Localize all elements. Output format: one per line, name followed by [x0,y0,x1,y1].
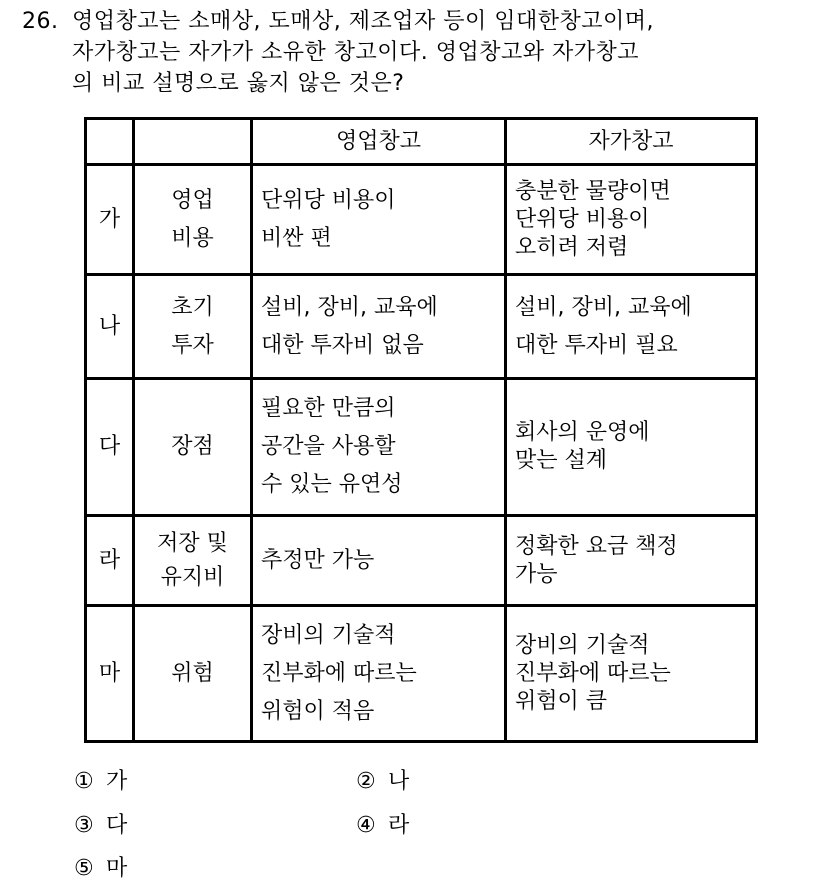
cell-line: 비싼 편 [261,225,332,251]
category-line: 저장 및 [157,530,228,556]
row-label: 나 [86,275,134,379]
category-line: 투자 [171,332,214,358]
private-cell [506,379,757,516]
table-row [86,275,757,379]
header-label-cell [86,119,134,165]
option-number: ④ [356,813,376,838]
cell-line: 맞는 설계 [515,448,608,473]
cell-line: 장비의 기술적 [261,622,396,648]
option-text: 가 [106,769,128,794]
category-line: 비용 [171,225,214,251]
cell-line: 수 있는 유연성 [261,472,403,497]
cell-line: 대한 투자비 없음 [261,332,424,358]
cell-line: 추정만 가능 [261,547,375,573]
business-cell [252,275,506,379]
question-line-2: 자가창고는 자가가 소유한 창고이다. 영업창고와 자가창고 [72,40,640,65]
cell-line: 장비의 기술적 [515,632,650,658]
option-3[interactable] [74,808,127,839]
category-line: 초기 [171,294,214,320]
cell-line: 공간을 사용할 [261,434,396,459]
cell-line: 진부화에 따르는 [261,660,417,686]
cell-line: 오히려 저렴 [515,234,629,260]
cell-line: 가능 [515,561,558,587]
option-4[interactable] [356,808,409,839]
table-header-row [86,119,757,165]
cell-line: 위험이 적음 [261,698,375,724]
cell-line: 필요한 만큼의 [261,396,396,421]
business-cell [252,165,506,275]
cell-line: 진부화에 따르는 [515,660,671,686]
row-category [134,275,252,379]
question-stem [22,6,812,99]
option-text: 다 [106,813,128,838]
category-line: 영업 [171,187,214,213]
row-category [134,606,252,742]
option-text: 마 [106,856,128,881]
row-label: 라 [86,516,134,606]
category-line: 장점 [171,434,214,459]
option-number: ② [356,769,376,794]
table-row [86,516,757,606]
header-category-cell [134,119,252,165]
cell-line: 설비, 장비, 교육에 [261,294,438,320]
option-number: ① [74,769,94,794]
business-cell [252,606,506,742]
cell-line: 단위당 비용이 [261,187,396,213]
cell-line: 정확한 요금 책정 [515,533,678,559]
table-row [86,379,757,516]
row-category [134,165,252,275]
private-cell [506,606,757,742]
option-text: 라 [388,813,410,838]
option-number: ⑤ [74,856,94,881]
question-line-3: 의 비교 설명으로 옳지 않은 것은? [72,71,405,96]
table-row [86,165,757,275]
comparison-table [84,117,758,743]
row-label: 다 [86,379,134,516]
cell-line: 충분한 물량이면 [515,178,671,204]
header-business-warehouse: 영업창고 [252,119,506,165]
private-cell [506,165,757,275]
question-line-1 [22,6,812,37]
private-cell [506,275,757,379]
category-line: 위험 [171,660,214,686]
option-number: ③ [74,813,94,838]
category-line: 유지비 [160,564,225,590]
row-label: 마 [86,606,134,742]
row-category [134,379,252,516]
cell-line: 대한 투자비 필요 [515,332,678,358]
cell-line: 회사의 운영에 [515,420,650,445]
option-text: 나 [388,769,410,794]
question-number: 26. [22,9,59,34]
option-1[interactable] [74,764,127,795]
question-text-1: 영업창고는 소매상, 도매상, 제조업자 등이 임대한창고이며, [72,9,654,34]
option-2[interactable] [356,764,409,795]
business-cell [252,516,506,606]
business-cell [252,379,506,516]
cell-line: 위험이 큼 [515,688,608,714]
table-row [86,606,757,742]
row-category [134,516,252,606]
cell-line: 설비, 장비, 교육에 [515,294,692,320]
option-5[interactable] [74,851,127,882]
cell-line: 단위당 비용이 [515,206,650,232]
row-label: 가 [86,165,134,275]
private-cell [506,516,757,606]
header-private-warehouse: 자가창고 [506,119,757,165]
